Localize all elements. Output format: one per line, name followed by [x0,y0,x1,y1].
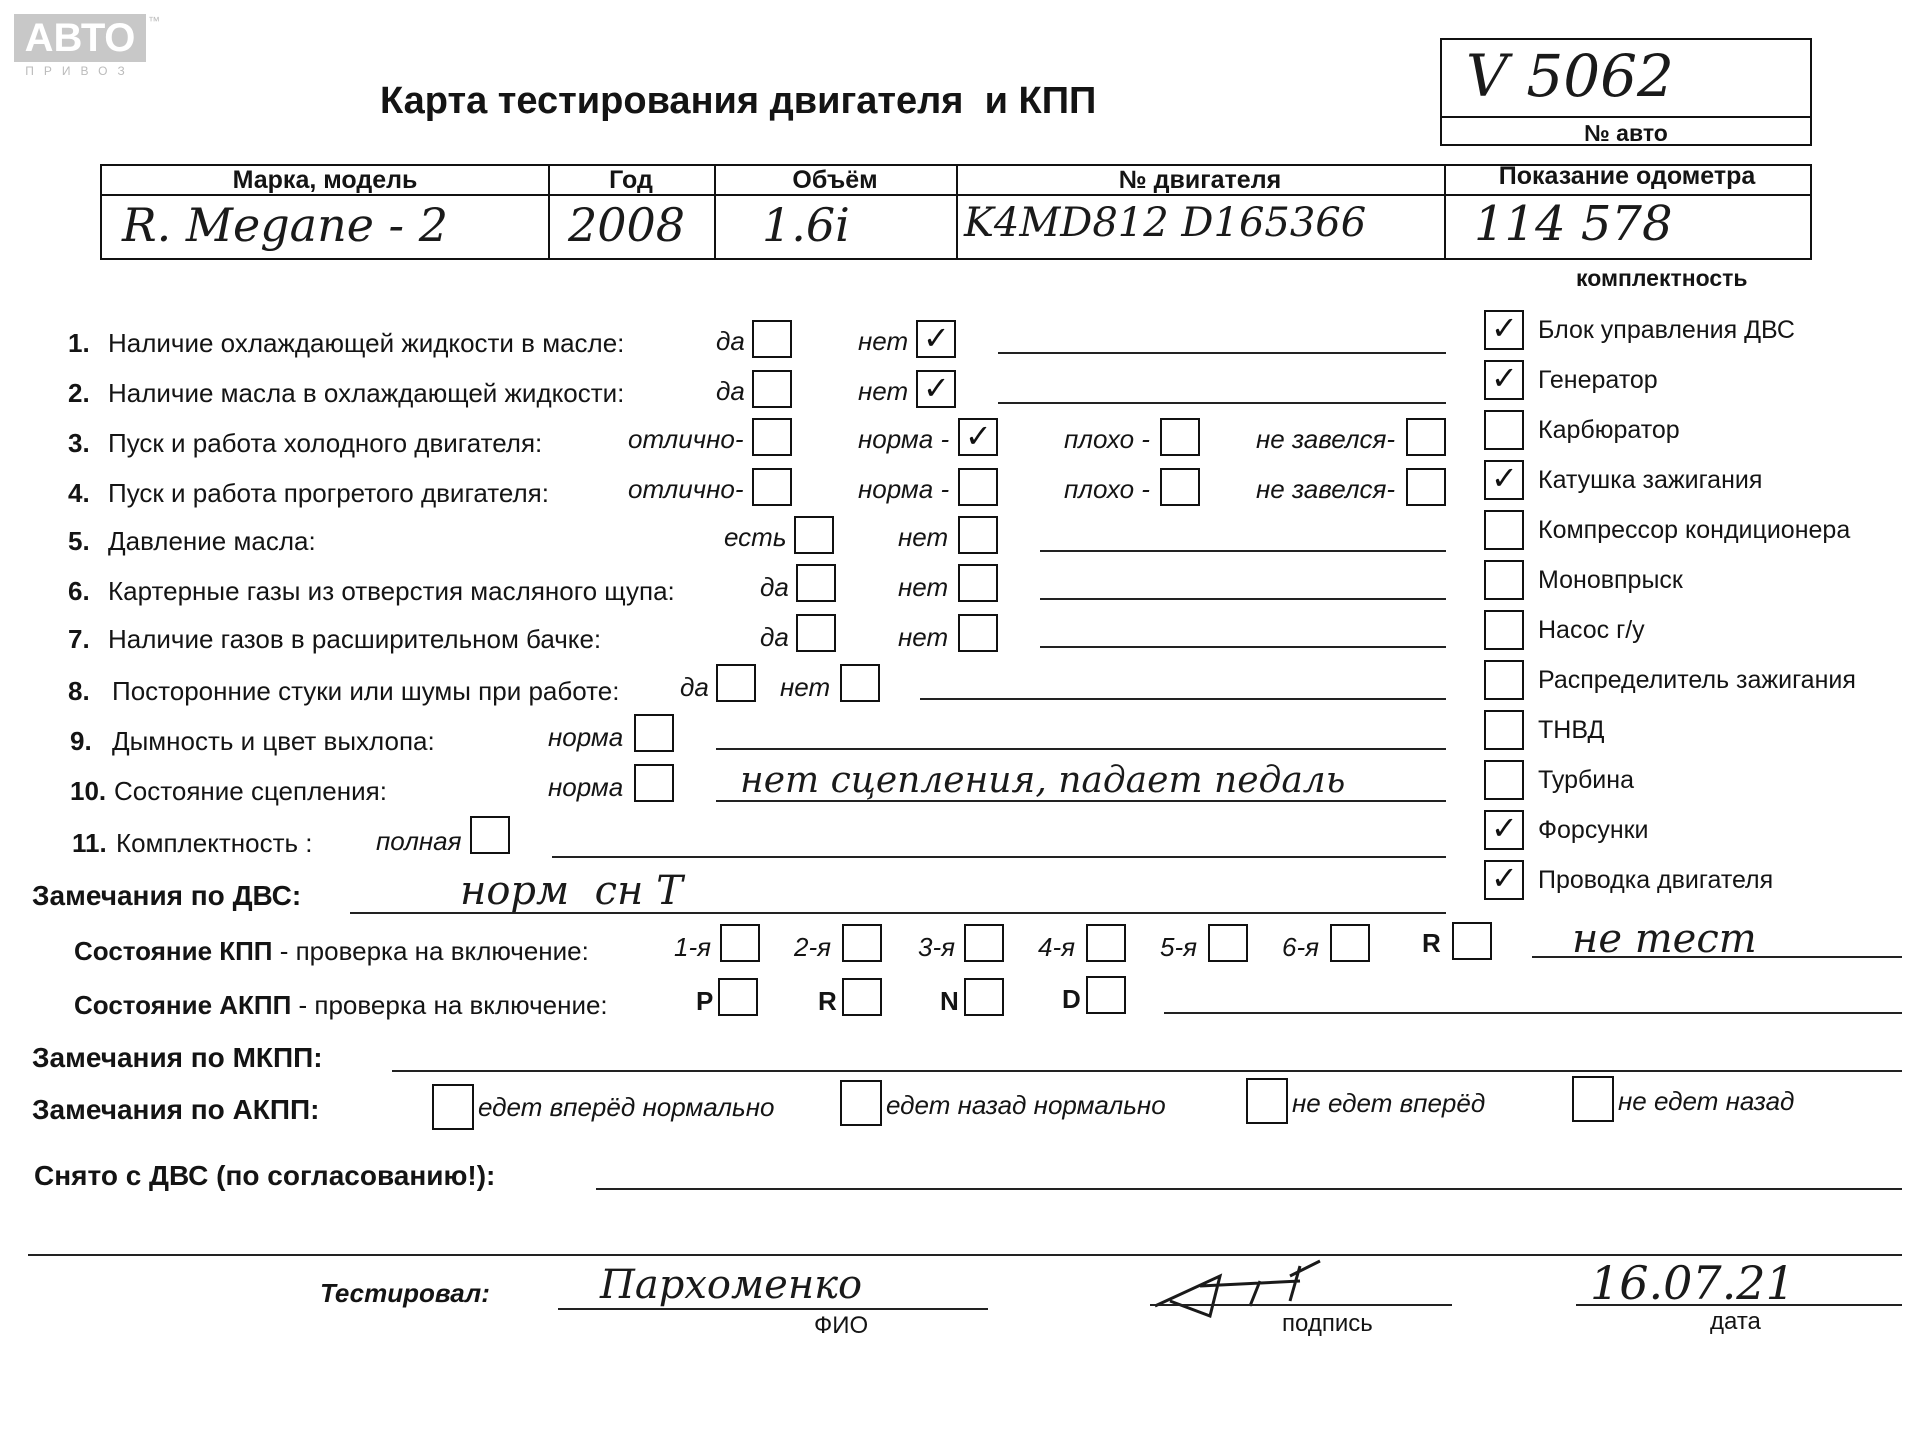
make-value: R. Megane - 2 [122,198,448,252]
option-label: норма - [858,424,950,454]
question-row [0,614,1460,658]
akpp-gear-checkbox[interactable] [718,978,758,1016]
tested-by-label: Тестировал: [320,1278,490,1308]
col-header-year: Год [609,166,653,194]
kit-checkbox[interactable] [1484,560,1524,600]
question-row [0,664,1460,708]
akpp-gear-label: P [696,986,714,1016]
checkbox-no[interactable] [958,614,998,652]
gear-label: 6-я [1282,932,1320,962]
note-line [1164,1012,1902,1014]
kit-checkbox[interactable] [1484,710,1524,750]
kit-checkbox[interactable] [1484,510,1524,550]
removed-row [0,1148,1920,1198]
note-line [1040,550,1446,552]
question-number: 2. [68,378,90,408]
kit-item-label: Катушка зажигания [1538,466,1763,494]
kit-item-label: Форсунки [1538,816,1649,844]
remarks-ice-label: Замечания по ДВС: [32,880,302,911]
checkbox-yes[interactable] [796,564,836,602]
checkbox-yes[interactable] [752,370,792,408]
question-number: 10. [70,776,107,806]
akpp-gear-label: D [1062,984,1081,1014]
check-mark-icon: ✓ [923,319,950,357]
akpp-remark-option: не едет вперёд [1292,1088,1486,1118]
kit-title: комплектность [1576,265,1748,291]
checkbox-no[interactable] [840,664,880,702]
check-mark-icon: ✓ [965,417,992,455]
checkbox-yes[interactable] [794,516,834,554]
option-label: есть [724,522,787,552]
fio-label: ФИО [814,1312,869,1339]
kit-checkbox[interactable] [1484,460,1524,500]
note-line [1040,646,1446,648]
option-label: нет [858,326,909,356]
checkbox-no-start[interactable] [1406,418,1446,456]
checkbox-normal[interactable] [958,468,998,506]
note-line [552,856,1446,858]
gear-checkbox[interactable] [1086,924,1126,962]
checkbox-bad[interactable] [1160,418,1200,456]
kit-checkbox[interactable] [1484,610,1524,650]
checkbox-normal[interactable] [634,764,674,802]
question-text: Наличие охлаждающей жидкости в масле: [108,328,625,358]
option-label: полная [376,826,462,856]
signature-label: подпись [1282,1310,1373,1337]
gear-label: 2-я [794,932,832,962]
auto-number-divider [1442,116,1810,118]
question-text: Комплектность : [116,828,313,858]
signature-line-fio [558,1308,988,1310]
checkbox-excellent[interactable] [752,418,792,456]
kit-item-label: Блок управления ДВС [1538,316,1795,344]
removed-label: Снято с ДВС (по согласованию!): [34,1160,496,1191]
engine-value: K4MD812 D165366 [964,200,1367,246]
kpp-label-rest: - проверка на включение: [272,936,589,966]
year-value: 2008 [568,198,686,252]
note-line [998,352,1446,354]
check-mark-icon: ✓ [1491,459,1518,497]
option-label: не завелся- [1256,474,1396,504]
question-number: 7. [68,624,90,654]
note-line [998,402,1446,404]
question-row [0,714,1460,758]
checkbox-yes[interactable] [716,664,756,702]
col-header-engine: № двигателя [1118,166,1282,194]
check-mark-icon: ✓ [1491,859,1518,897]
question-number: 11. [72,828,107,858]
kit-item-label: Проводка двигателя [1538,866,1774,894]
question-row [0,370,1460,414]
checkbox-normal[interactable] [958,418,998,456]
kit-checkbox[interactable] [1484,410,1524,450]
gear-label: 4-я [1038,932,1076,962]
gear-label: 1-я [674,932,712,962]
kpp-label [74,936,589,967]
question-row [0,564,1460,608]
question-row [0,320,1460,364]
gear-label: 3-я [918,932,956,962]
col-header-odometer: Показание одометра [1498,162,1756,190]
option-label: не завелся- [1256,424,1396,454]
gear-checkbox[interactable] [964,924,1004,962]
gear-checkbox[interactable] [1330,924,1370,962]
kit-item-label: Генератор [1538,366,1658,394]
kit-item-label: Распределитель зажигания [1538,666,1856,694]
gear-label: R [1422,928,1441,958]
checkbox-bad[interactable] [1160,468,1200,506]
akpp-row [0,974,1920,1024]
remarks-ice-note: норм сн Т [460,868,683,914]
remarks-akpp-label: Замечания по АКПП: [32,1094,320,1125]
checkbox-yes[interactable] [752,320,792,358]
question-number: 6. [68,576,90,606]
footer [0,1256,1920,1416]
col-header-volume: Объём [792,166,878,194]
kit-item-label: Насос г/у [1538,616,1645,644]
option-label: да [716,376,745,406]
note-line [716,800,1446,802]
checkbox-no[interactable] [916,370,956,408]
question-number: 3. [68,428,90,458]
logo [14,14,160,78]
question-number: 8. [68,676,90,706]
kit-checkbox[interactable] [1484,360,1524,400]
checkbox-full[interactable] [470,816,510,854]
akpp-gear-label: N [940,986,959,1016]
gear-checkbox[interactable] [1452,922,1492,960]
note-line [392,1070,1902,1072]
checkbox-excellent[interactable] [752,468,792,506]
logo-sub: ПРИВОЗ [25,64,135,78]
question-text: Картерные газы из отверстия масляного щупа: [108,576,675,606]
option-label: норма [548,772,624,802]
checkbox-no[interactable] [958,564,998,602]
akpp-remark-option: не едет назад [1618,1086,1795,1116]
akpp-remark-checkbox[interactable] [1246,1078,1288,1124]
akpp-gear-checkbox[interactable] [964,978,1004,1016]
date-line [1576,1304,1902,1306]
akpp-remark-option: едет назад нормально [886,1090,1166,1120]
note-line [596,1188,1902,1190]
question-row [0,816,1460,860]
kit-checkbox[interactable] [1484,310,1524,350]
clutch-note: нет сцепления, падает педаль [740,760,1346,801]
gear-checkbox[interactable] [720,924,760,962]
option-label: норма - [858,474,950,504]
option-label: норма [548,722,624,752]
akpp-gear-checkbox[interactable] [1086,976,1126,1014]
check-mark-icon: ✓ [1491,359,1518,397]
test-date: 16.07.21 [1590,1256,1795,1310]
date-label: дата [1710,1308,1761,1335]
akpp-label-rest: - проверка на включение: [291,990,608,1020]
question-row [0,760,1480,814]
question-row [0,516,1460,560]
option-label: нет [780,672,831,702]
kit-list [1484,310,1914,910]
kit-item-label: ТНВД [1538,716,1605,744]
note-line [1040,598,1446,600]
akpp-remark-checkbox[interactable] [1572,1076,1614,1122]
question-number: 9. [70,726,92,756]
akpp-remark-checkbox[interactable] [840,1080,882,1126]
checkbox-yes[interactable] [796,614,836,652]
question-number: 1. [68,328,90,358]
akpp-remark-checkbox[interactable] [432,1084,474,1130]
remarks-mkpp-label: Замечания по МКПП: [32,1042,323,1073]
signature-line [1150,1304,1452,1306]
kpp-row [0,916,1920,966]
remarks-ice-row [0,868,1460,918]
question-number: 5. [68,526,90,556]
auto-number-value: V 5062 [1466,42,1674,110]
kit-item-label: Карбюратор [1538,416,1680,444]
option-label: да [716,326,745,356]
akpp-label-bold: Состояние АКПП [74,990,292,1020]
checkbox-no-start[interactable] [1406,468,1446,506]
question-row [0,418,1460,462]
question-text: Давление масла: [108,526,316,556]
kpp-note: не тест [1572,916,1757,962]
tester-name: Пархоменко [600,1262,863,1308]
kit-checkbox[interactable] [1484,810,1524,850]
col-header-make: Марка, модель [232,166,418,194]
option-label: нет [898,622,949,652]
kit-checkbox[interactable] [1484,660,1524,700]
option-label: плохо - [1064,474,1150,504]
check-mark-icon: ✓ [923,369,950,407]
check-mark-icon: ✓ [1491,809,1518,847]
kit-item-label: Компрессор кондиционера [1538,516,1851,544]
question-text: Состояние сцепления: [114,776,387,806]
option-label: да [760,622,789,652]
question-text: Пуск и работа холодного двигателя: [108,428,543,458]
note-line [350,912,1446,914]
kit-item-label: Моновпрыск [1538,566,1683,594]
akpp-gear-checkbox[interactable] [842,978,882,1016]
kit-item-label: Турбина [1538,766,1634,794]
auto-number-box [1440,38,1812,146]
question-text: Дымность и цвет выхлопа: [112,726,435,756]
option-label: отлично- [628,424,744,454]
page-title: Карта тестирования двигателя и КПП [380,80,1097,122]
option-label: да [760,572,789,602]
option-label: нет [858,376,909,406]
option-label: нет [898,572,949,602]
question-text: Наличие газов в расширительном бачке: [108,624,602,654]
akpp-label [74,990,608,1021]
remarks-mkpp-row [0,1034,1920,1084]
gear-checkbox[interactable] [842,924,882,962]
gear-label: 5-я [1160,932,1198,962]
check-mark-icon: ✓ [1491,309,1518,347]
gear-checkbox[interactable] [1208,924,1248,962]
auto-number-label: № авто [1584,120,1668,146]
akpp-gear-label: R [818,986,837,1016]
kit-checkbox[interactable] [1484,860,1524,900]
checkbox-no[interactable] [916,320,956,358]
kpp-label-bold: Состояние КПП [74,936,273,966]
checkbox-no[interactable] [958,516,998,554]
option-label: плохо - [1064,424,1150,454]
note-line [920,698,1446,700]
question-text: Пуск и работа прогретого двигателя: [108,478,549,508]
question-number: 4. [68,478,90,508]
volume-value: 1.6i [762,198,850,252]
header-table [100,164,1812,260]
note-line [716,748,1446,750]
kit-checkbox[interactable] [1484,760,1524,800]
note-line [1532,956,1902,958]
akpp-remark-option: едет вперёд нормально [478,1092,775,1122]
question-text: Посторонние стуки или шумы при работе: [112,676,620,706]
remarks-akpp-row [0,1078,1920,1134]
question-text: Наличие масла в охлаждающей жидкости: [108,378,625,408]
option-label: да [680,672,709,702]
option-label: нет [898,522,949,552]
question-row [0,468,1460,512]
logo-trademark: ™ [148,14,160,28]
option-label: отлично- [628,474,744,504]
checkbox-normal[interactable] [634,714,674,752]
odometer-value: 114 578 [1474,196,1673,252]
logo-main: АВТО [14,14,146,62]
